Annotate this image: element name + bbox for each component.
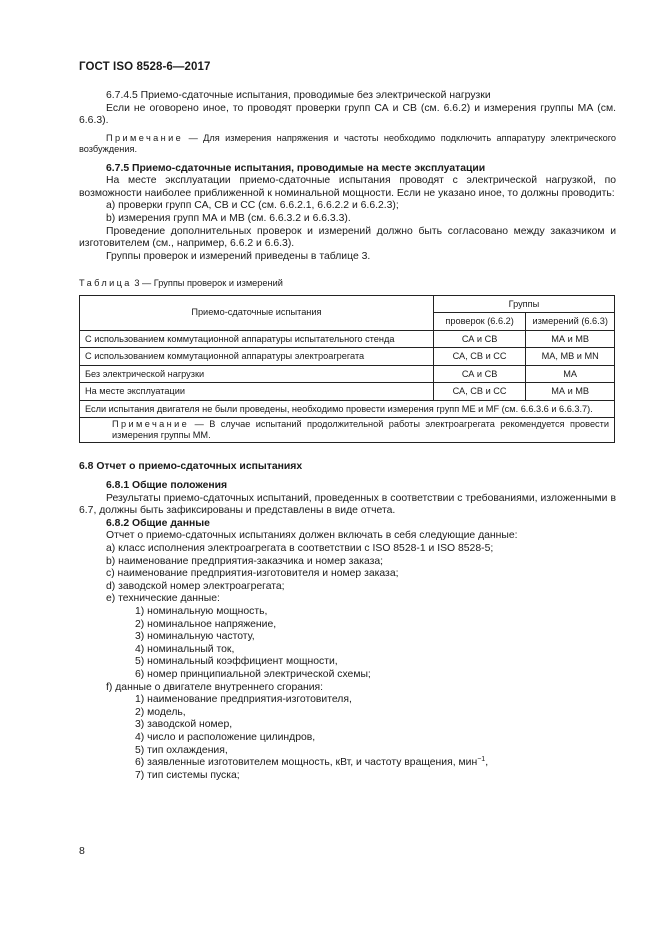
row-checks: СА и СВ xyxy=(433,330,526,348)
row-name: На месте эксплуатации xyxy=(80,383,434,401)
table-note xyxy=(80,418,615,443)
list-item: c) наименование предприятия-изготовителя и номер заказа; xyxy=(106,568,399,580)
table-caption-label: Таблица xyxy=(79,278,132,289)
list-item: a) класс исполнения электроагрегата в соответствии с ISO 8528-1 и ISO 8528-5; xyxy=(106,543,494,554)
table-row xyxy=(80,383,615,401)
row-name: С использованием коммутационной аппаратуры испытательного стенда xyxy=(80,330,434,348)
row-name: С использованием коммутационной аппаратуры электроагрегата xyxy=(80,348,434,366)
section-6-7-5-text: На месте эксплуатации приемо-сдаточные испытания проводят с электрической нагрузкой, по возможности наиболее приближенной к номинальной мощности. Если не указано иное, то должны проводить: xyxy=(79,175,616,199)
table-caption-text: 3 — Группы проверок и измерений xyxy=(131,278,283,289)
note-label: Примечание xyxy=(106,132,184,143)
row-checks: СА и СВ xyxy=(433,365,526,383)
note-text: — Для измерения напряжения и частоты необходимо подключить аппаратуру электрического возбуждения. xyxy=(79,132,616,155)
sub-list-item: 3) заводской номер, xyxy=(135,719,233,731)
sub-list-item: 5) номинальный коэффициент мощности, xyxy=(135,656,338,668)
row-name: Без электрической нагрузки xyxy=(80,365,434,383)
sub-list-item: 5) тип охлаждения, xyxy=(135,744,228,756)
section-6-8-2-title: 6.8.2 Общие данные xyxy=(106,517,210,529)
header-groups: Группы xyxy=(433,295,614,313)
sub-list-item: 1) номинальную мощность, xyxy=(135,605,268,617)
list-item-b: b) измерения групп МА и МВ (см. 6.6.3.2 и 6.6.3.3). xyxy=(106,212,351,224)
list-item: d) заводской номер электроагрегата; xyxy=(106,580,285,592)
note-label: Примечание xyxy=(112,419,190,430)
list-item: e) технические данные: xyxy=(106,593,220,605)
section-6-7-5-text-3: Группы проверок и измерений приведены в таблице 3. xyxy=(106,250,371,262)
document-header: ГОСТ ISO 8528-6—2017 xyxy=(79,61,211,73)
sub-list-item: 6) номер принципиальной электрической схемы; xyxy=(135,668,371,680)
section-6-7-4-5-title: 6.7.4.5 Приемо-сдаточные испытания, проводимые без электрической нагрузки xyxy=(106,90,491,101)
note-text: — В случае испытаний продолжительной работы электроагрегата рекомендуется провести измерения группы ММ. xyxy=(112,419,609,441)
table-row xyxy=(80,365,615,383)
table-footnote-row xyxy=(80,400,615,418)
superscript: −1 xyxy=(477,756,486,764)
header-tests: Приемо-сдаточные испытания xyxy=(80,295,434,330)
table-header-row xyxy=(80,295,615,313)
row-measurements: МА, МВ и MN xyxy=(526,348,615,366)
row-checks: СА, СВ и СС xyxy=(433,383,526,401)
table-3 xyxy=(79,295,615,444)
section-6-7-5-title: 6.7.5 Приемо-сдаточные испытания, проводимые на месте эксплуатации xyxy=(106,162,486,174)
sub-list-item xyxy=(79,757,616,770)
section-6-7-4-5-text: Если не оговорено иное, то проводят проверки групп СА и СВ (см. 6.6.2) и измерения группы МА (см. 6.6.3). xyxy=(79,102,616,127)
sub-list-item: 4) номинальный ток, xyxy=(135,643,235,655)
header-measurements: измерений (6.6.3) xyxy=(526,313,615,331)
row-measurements: МА xyxy=(526,365,615,383)
section-6-8-title: 6.8 Отчет о приемо-сдаточных испытаниях xyxy=(79,461,303,473)
section-6-8-2-text: Отчет о приемо-сдаточных испытаниях должен включать в себя следующие данные: xyxy=(106,530,518,542)
row-checks: СА, СВ и СС xyxy=(433,348,526,366)
section-6-8-1-text: Результаты приемо-сдаточных испытаний, проведенных в соответствии с требованиями, изложенными в 6.7, должны быть зафиксированы и представлены в виде отчета. xyxy=(79,492,616,517)
section-6-8-1-title: 6.8.1 Общие положения xyxy=(106,480,228,492)
sub-list-item: 1) наименование предприятия-изготовителя, xyxy=(135,694,352,706)
list-item-a: a) проверки групп СА, СВ и СС (см. 6.6.2.1, 6.6.2.2 и 6.6.2.3); xyxy=(106,200,399,212)
sub-list-item: 3) номинальную частоту, xyxy=(135,631,255,643)
sub-list-item: 2) модель, xyxy=(135,706,186,718)
row-measurements: МА и МВ xyxy=(526,330,615,348)
table-note-row xyxy=(80,418,615,443)
table-caption xyxy=(79,277,616,290)
sub-list-item: 4) число и расположение цилиндров, xyxy=(135,731,316,743)
sub-list-item-end: , xyxy=(485,757,489,769)
page-number: 8 xyxy=(79,845,85,857)
row-measurements: МА и МВ xyxy=(526,383,615,401)
document-body xyxy=(79,90,616,782)
sub-list-item: 2) номинальное напряжение, xyxy=(135,618,277,630)
table-footnote: Если испытания двигателя не были проведены, необходимо провести измерения групп ME и MF (см. 6.6.3.6 и 6.6.3.7). xyxy=(80,400,615,418)
list-item: b) наименование предприятия-заказчика и номер заказа; xyxy=(106,555,384,567)
section-6-7-5-text-2: Проведение дополнительных проверок и измерений должно быть согласовано между заказчиком и изготовителем (см., например, 6.6.2 и 6.6.3). xyxy=(79,225,616,250)
table-row xyxy=(80,330,615,348)
header-checks: проверок (6.6.2) xyxy=(433,313,526,331)
sub-list-item: 7) тип системы пуска; xyxy=(135,769,240,781)
section-6-7-4-5-note xyxy=(79,133,616,156)
table-row xyxy=(80,348,615,366)
list-item: f) данные о двигателе внутреннего сгорания: xyxy=(106,681,324,693)
sub-list-item-text: 6) заявленные изготовителем мощность, кВт, и частоту вращения, мин xyxy=(135,757,478,769)
